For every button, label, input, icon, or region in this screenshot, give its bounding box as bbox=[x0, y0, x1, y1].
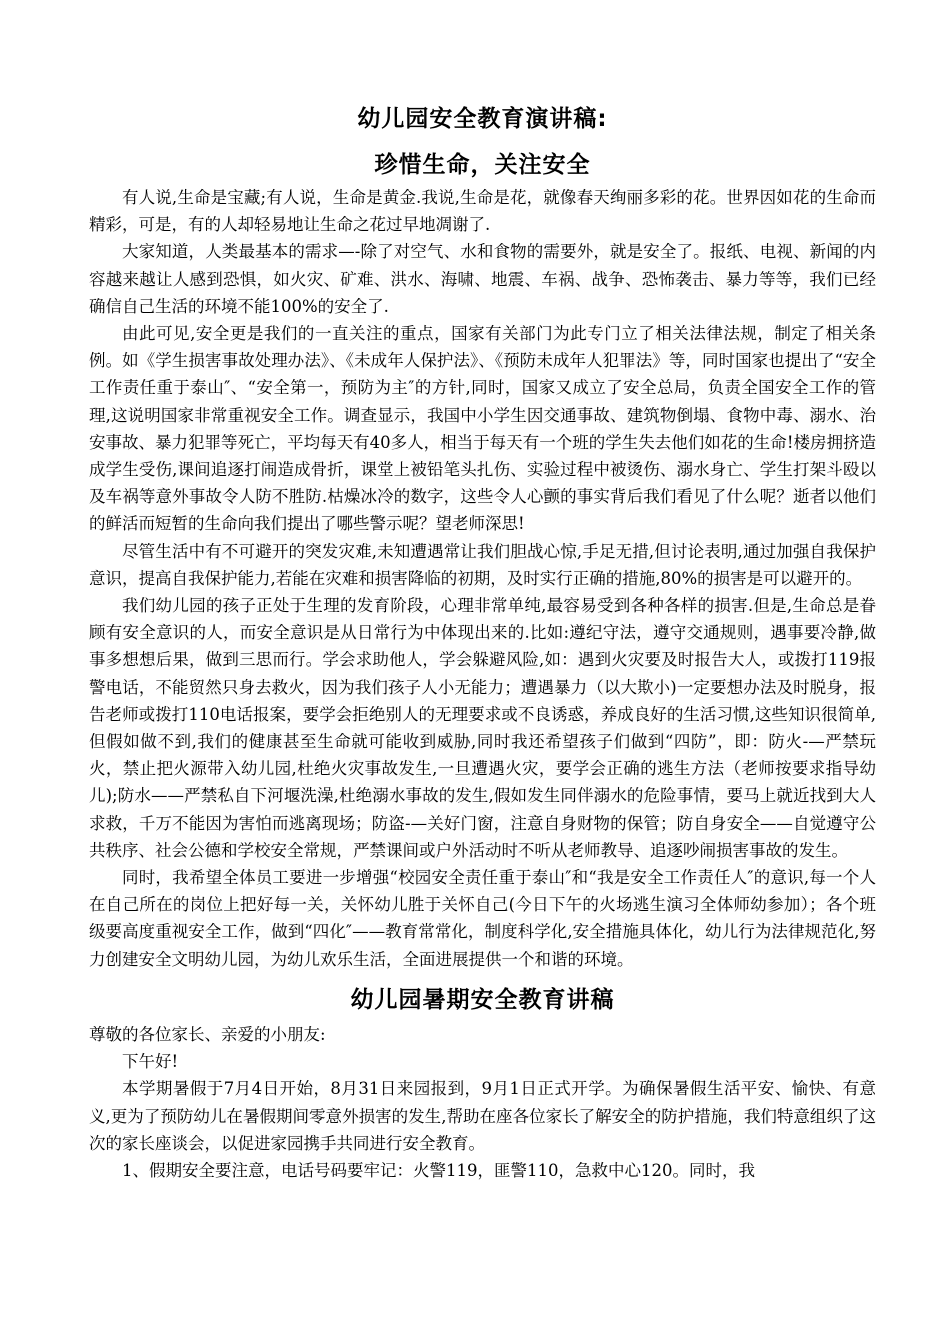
paragraph: 大家知道，人类最基本的需求—-除了对空气、水和食物的需要外，就是安全了。报纸、电视、新闻的内容越来越让人感到恐惧，如火灾、矿难、洪水、海啸、地震、车祸、战争、恐怖袭击、暴力等等，我们已经确信自己生活的环境不能100%的安全了. bbox=[89, 242, 876, 316]
paragraph: 我们幼儿园的孩子正处于生理的发育阶段，心理非常单纯,最容易受到各种各样的损害.但是,生命总是眷顾有安全意识的人，而安全意识是从日常行为中体现出来的.比如:遵纪守法，遵守交通规则，遇事要冷静,做事多想想后果，做到三思而行。学会求助他人，学会躲避风险,如：遇到火灾要及时报告大人，或拨打119报警电话，不能贸然只身去救火，因为我们孩子人小无能力；遭遇暴力（以大欺小)一定要想办法及时脱身，报告老师或拨打110电话报案，要学会拒绝别人的无理要求或不良诱惑，养成良好的生活习惯,这些知识很简单,但假如做不到,我们的健康甚至生命就可能收到威胁,同时我还希望孩子们做到“四防”，即：防火-—严禁玩火，禁止把火源带入幼儿园,杜绝火灾事故发生,一旦遭遇火灾，要学会正确的逃生方法（老师按要求指导幼儿);防水——严禁私自下河堰洗澡,杜绝溺水事故的发生,假如发生同伴溺水的危险事情，要马上就近找到大人求救，千万不能因为害怕而逃离现场；防盗-—关好门窗，注意自身财物的保管；防自身安全——自觉遵守公共秩序、社会公德和学校安全常规，严禁课间或户外活动时不听从老师教导、追逐吵闹损害事故的发生。 bbox=[89, 596, 876, 860]
paragraph: 本学期暑假于7月4日开始，8月31日来园报到，9月1日正式开学。为确保暑假生活平安、愉快、有意义,更为了预防幼儿在暑假期间零意外损害的发生,帮助在座各位家长了解安全的防护措施，我们特意组织了这次的家长座谈会，以促进家园携手共同进行安全教育。 bbox=[89, 1079, 876, 1153]
paragraph: 由此可见,安全更是我们的一直关注的重点，国家有关部门为此专门立了相关法律法规，制定了相关条例。如《学生损害事故处理办法》、《未成年人保护法》、《预防未成年人犯罪法》等，同时国家也提出了“安全工作责任重于泰山″、“安全第一，预防为主″的方针,同时，国家又成立了安全总局，负责全国安全工作的管理,这说明国家非常重视安全工作。调查显示，我国中小学生因交通事故、建筑物倒塌、食物中毒、溺水、治安事故、暴力犯罪等死亡，平均每天有40多人，相当于每天有一个班的学生失去他们如花的生命!楼房拥挤造成学生受伤,课间追逐打闹造成骨折，课堂上被铅笔头扎伤、实验过程中被烫伤、溺水身亡、学生打架斗殴以及车祸等意外事故令人防不胜防.枯燥冰冷的数字，这些令人心颤的事实背后我们看见了什么呢？逝者以他们的鲜活而短暂的生命向我们提出了哪些警示呢？望老师深思! bbox=[89, 324, 876, 534]
paragraph: 1、假期安全要注意，电话号码要牢记：火警119，匪警110，急救中心120。同时，我 bbox=[122, 1160, 755, 1180]
section1-body bbox=[89, 184, 876, 973]
paragraph: 有人说,生命是宝藏;有人说，生命是黄金.我说,生命是花，就像春天绚丽多彩的花。世界因如花的生命而精彩，可是，有的人却轻易地让生命之花过早地凋谢了. bbox=[89, 188, 876, 235]
paragraph: 尽管生活中有不可避开的突发灾难,未知遭遇常让我们胆战心惊,手足无措,但讨论表明,通过加强自我保护意识，提高自我保护能力,若能在灾难和损害降临的初期，及时实行正确的措施,80%的损害是可以避开的。 bbox=[89, 541, 876, 588]
paragraph: 同时，我希望全体员工要进一步增强“校园安全责任重于泰山″和“我是安全工作责任人″的意识,每一个人在自己所在的岗位上把好每一关，关怀幼儿胜于关怀自己(今日下午的火场逃生演习全体师幼参加）；各个班级要高度重视安全工作，做到“四化″——教育常常化，制度科学化,安全措施具体化，幼儿行为法律规范化,努力创建安全文明幼儿园，为幼儿欢乐生活，全面进展提供一个和谐的环境。 bbox=[89, 868, 876, 969]
section2-body bbox=[89, 1021, 876, 1184]
document-title: 幼儿园安全教育演讲稿: bbox=[357, 106, 608, 132]
document-subtitle: 珍惜生命，关注安全 bbox=[374, 152, 591, 178]
section2-title: 幼儿园暑期安全教育讲稿 bbox=[350, 986, 615, 1013]
salutation: 尊敬的各位家长、亲爱的小朋友: bbox=[89, 1024, 326, 1044]
greeting: 下午好! bbox=[122, 1052, 179, 1072]
